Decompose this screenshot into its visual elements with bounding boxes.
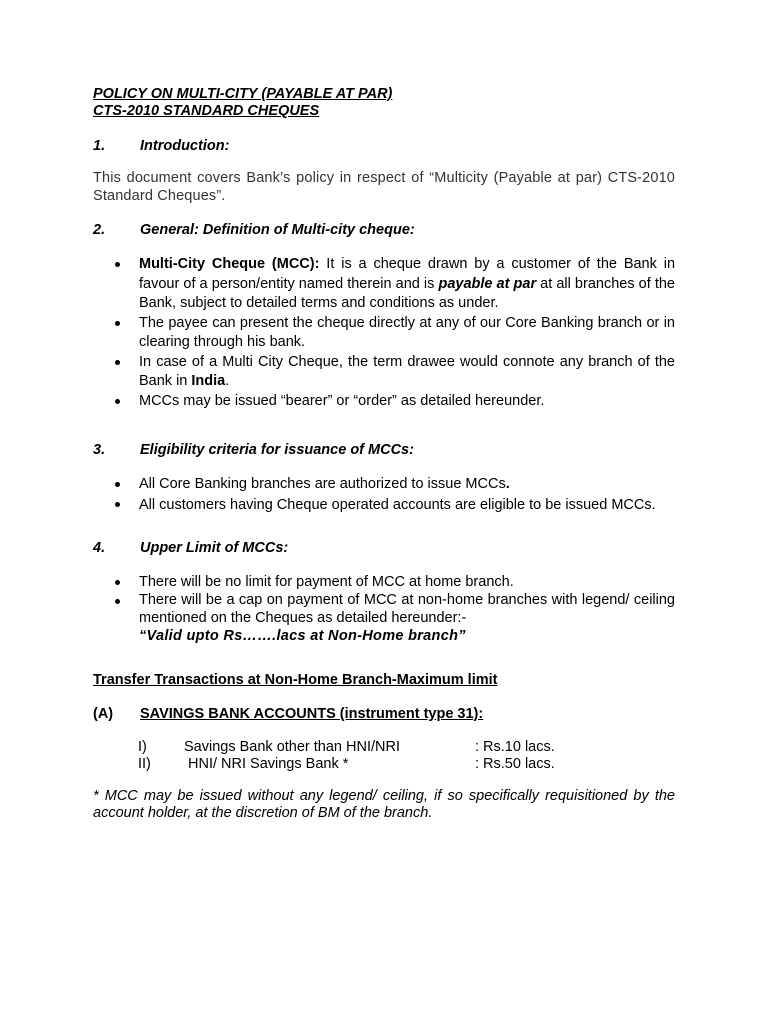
list-item bbox=[93, 475, 675, 495]
section-2-heading bbox=[93, 221, 675, 239]
bullet-icon bbox=[115, 502, 120, 507]
list-item-text: The payee can present the cheque directly at any of our Core Banking branch or in clearing through his bank. bbox=[139, 314, 675, 350]
document-page bbox=[93, 86, 675, 822]
section-number: 4. bbox=[93, 539, 106, 556]
section-title: SAVINGS BANK ACCOUNTS (instrument type 31): bbox=[140, 706, 484, 722]
mcc-definition-tail: at all branches of the Bank, subject to detailed terms and conditions as under. bbox=[139, 275, 675, 311]
section-number: 3. bbox=[93, 442, 106, 458]
section-title: Introduction: bbox=[140, 138, 230, 154]
transfer-heading: Transfer Transactions at Non-Home Branch-Maximum limit bbox=[93, 672, 498, 688]
list-item bbox=[93, 314, 675, 353]
bullet-icon bbox=[115, 599, 120, 604]
list-item bbox=[93, 573, 675, 593]
footnote: * MCC may be issued without any legend/ ceiling, if so specifically requisitioned by the account holder, at the discretion of BM of the branch. bbox=[93, 788, 675, 821]
list-item bbox=[93, 353, 675, 392]
list-item-text: MCCs may be issued “bearer” or “order” as detailed hereunder. bbox=[139, 392, 545, 409]
section-a-heading bbox=[93, 705, 675, 723]
validity-legend: “Valid upto Rs…….lacs at Non-Home branch” bbox=[139, 628, 466, 644]
row-number: I) bbox=[138, 739, 147, 755]
bullet-icon bbox=[115, 262, 120, 267]
list-item bbox=[93, 495, 675, 516]
title-line-1: POLICY ON MULTI-CITY (PAYABLE AT PAR) bbox=[93, 86, 393, 102]
intro-paragraph: This document covers Bank’s policy in respect of “Multicity (Payable at par) CTS-2010 Standard Cheques”. bbox=[93, 170, 675, 204]
list-item bbox=[93, 592, 675, 627]
section-title: General: Definition of Multi-city cheque: bbox=[140, 222, 415, 238]
mcc-term: Multi-City Cheque (MCC): bbox=[139, 256, 320, 272]
list-item-text: There will be no limit for payment of MCC at home branch. bbox=[139, 573, 514, 590]
list-item-end: . bbox=[225, 373, 230, 389]
upper-limit-list bbox=[93, 573, 675, 628]
section-title: Upper Limit of MCCs: bbox=[140, 539, 289, 556]
title-line-2: CTS-2010 STANDARD CHEQUES bbox=[93, 103, 320, 119]
table-row bbox=[93, 739, 675, 756]
payable-at-par-emphasis: payable at par bbox=[438, 275, 537, 292]
section-3-heading bbox=[93, 441, 675, 459]
bullet-icon bbox=[115, 360, 120, 365]
list-item-end: . bbox=[505, 476, 510, 492]
bullet-icon bbox=[115, 399, 120, 404]
list-item-text: All Core Banking branches are authorized to issue MCCs bbox=[139, 476, 506, 492]
section-number: (A) bbox=[93, 706, 114, 722]
row-value: : Rs.10 lacs. bbox=[475, 739, 555, 755]
section-number: 2. bbox=[93, 222, 106, 238]
list-item-text: All customers having Cheque operated accounts are eligible to be issued MCCs. bbox=[139, 496, 656, 513]
section-4-heading bbox=[93, 539, 675, 557]
list-item bbox=[93, 392, 675, 412]
row-label: HNI/ NRI Savings Bank * bbox=[188, 756, 349, 772]
section-1-heading bbox=[93, 137, 675, 155]
list-item-text: In case of a Multi City Cheque, the term drawee would connote any branch of the Bank in bbox=[139, 353, 675, 389]
india-emphasis: India bbox=[191, 373, 226, 389]
section-title: Eligibility criteria for issuance of MCCs: bbox=[140, 442, 414, 458]
definition-list bbox=[93, 255, 675, 411]
row-value: : Rs.50 lacs. bbox=[475, 756, 555, 772]
list-item bbox=[93, 255, 675, 314]
row-label: Savings Bank other than HNI/NRI bbox=[184, 739, 400, 755]
list-item-text: There will be a cap on payment of MCC at non-home branches with legend/ ceiling mentioned on the Cheques as detailed hereunder:- bbox=[139, 592, 675, 626]
bullet-icon bbox=[115, 482, 120, 487]
bullet-icon bbox=[115, 580, 120, 585]
mcc-definition-text: It is a cheque drawn by a customer of the Bank in favour of a person/entity named therein and is bbox=[139, 256, 676, 292]
savings-limits-table bbox=[93, 739, 675, 773]
eligibility-list bbox=[93, 475, 675, 516]
table-row bbox=[93, 756, 675, 773]
section-number: 1. bbox=[93, 138, 106, 154]
row-number: II) bbox=[138, 756, 151, 772]
bullet-icon bbox=[115, 321, 120, 326]
